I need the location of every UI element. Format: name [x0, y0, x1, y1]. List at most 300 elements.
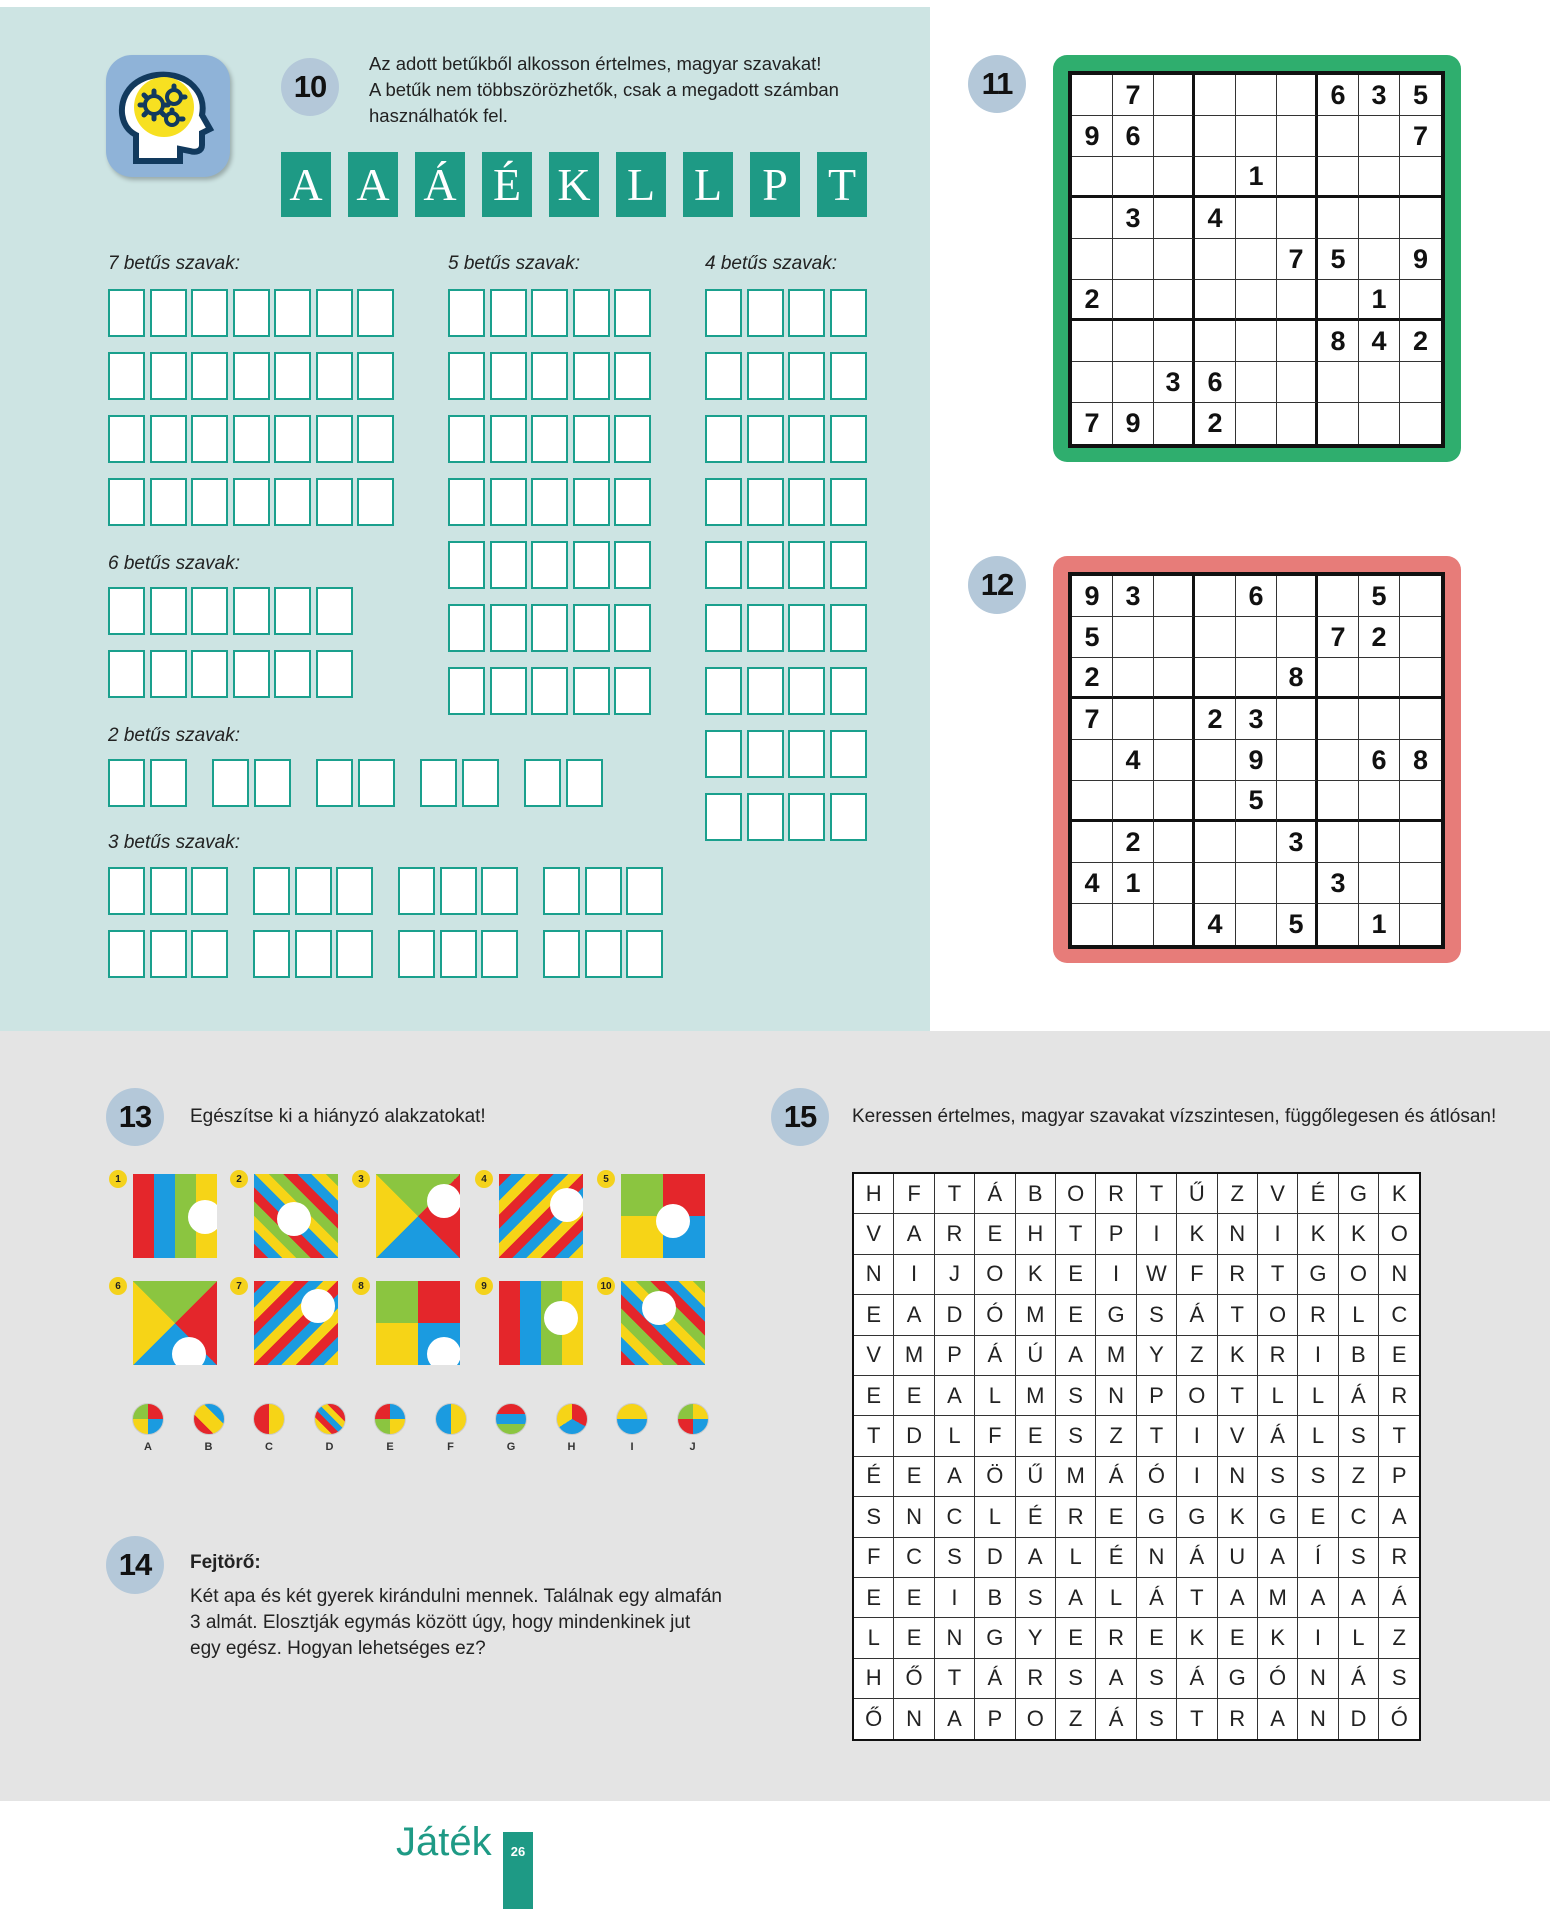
sudoku-cell[interactable] — [1359, 198, 1400, 239]
answer-box[interactable] — [788, 604, 825, 652]
answer-option[interactable] — [495, 1403, 527, 1435]
answer-box[interactable] — [705, 415, 742, 463]
missing-piece-slot[interactable] — [427, 1337, 460, 1365]
word-search-cell[interactable]: G — [1177, 1497, 1217, 1537]
word-search-cell[interactable]: E — [1056, 1295, 1096, 1335]
answer-box[interactable] — [357, 352, 394, 400]
answer-box[interactable] — [150, 587, 187, 635]
word-search-cell[interactable]: E — [1056, 1255, 1096, 1295]
answer-box[interactable] — [573, 478, 610, 526]
answer-box[interactable] — [108, 415, 145, 463]
word-search-cell[interactable]: E — [854, 1376, 894, 1416]
answer-box[interactable] — [274, 587, 311, 635]
answer-box[interactable] — [448, 478, 485, 526]
answer-box[interactable] — [150, 650, 187, 698]
word-search-cell[interactable]: T — [1177, 1578, 1217, 1618]
answer-box[interactable] — [448, 541, 485, 589]
word-search-cell[interactable]: M — [1016, 1295, 1056, 1335]
word-search-cell[interactable]: Á — [975, 1336, 1015, 1376]
word-search-cell[interactable]: Y — [1016, 1618, 1056, 1658]
word-search-cell[interactable]: G — [975, 1618, 1015, 1658]
sudoku-cell[interactable] — [1154, 403, 1195, 444]
word-search-cell[interactable]: R — [1218, 1699, 1258, 1739]
word-search-cell[interactable]: A — [894, 1214, 934, 1254]
word-search-cell[interactable]: T — [935, 1659, 975, 1699]
sudoku-cell[interactable] — [1195, 75, 1236, 116]
answer-box[interactable] — [543, 930, 580, 978]
word-search-cell[interactable]: L — [1298, 1416, 1338, 1456]
answer-box[interactable] — [788, 352, 825, 400]
answer-option[interactable] — [435, 1403, 467, 1435]
word-search-cell[interactable]: R — [1218, 1255, 1258, 1295]
answer-box[interactable] — [490, 478, 527, 526]
answer-box[interactable] — [747, 667, 784, 715]
word-search-cell[interactable]: T — [1218, 1376, 1258, 1416]
answer-box[interactable] — [747, 541, 784, 589]
answer-box[interactable] — [614, 541, 651, 589]
sudoku-cell[interactable] — [1236, 904, 1277, 945]
word-search-cell[interactable]: I — [1258, 1214, 1298, 1254]
sudoku-cell[interactable] — [1318, 157, 1359, 198]
answer-box[interactable] — [253, 867, 290, 915]
sudoku-cell[interactable] — [1072, 362, 1113, 403]
word-search-cell[interactable]: E — [894, 1578, 934, 1618]
sudoku-cell[interactable] — [1113, 157, 1154, 198]
word-search-cell[interactable]: T — [854, 1416, 894, 1456]
answer-option[interactable] — [556, 1403, 588, 1435]
answer-option[interactable] — [132, 1403, 164, 1435]
word-search-cell[interactable]: F — [854, 1538, 894, 1578]
sudoku-cell[interactable] — [1154, 822, 1195, 863]
answer-box[interactable] — [108, 650, 145, 698]
missing-piece-slot[interactable] — [172, 1337, 206, 1365]
word-search-cell[interactable]: G — [1218, 1659, 1258, 1699]
sudoku-cell[interactable] — [1195, 863, 1236, 904]
sudoku-cell[interactable] — [1400, 658, 1441, 699]
sudoku-cell[interactable] — [1072, 822, 1113, 863]
sudoku-cell[interactable] — [1277, 280, 1318, 321]
sudoku-cell[interactable] — [1113, 362, 1154, 403]
word-search-cell[interactable]: N — [894, 1699, 934, 1739]
sudoku-cell[interactable] — [1195, 658, 1236, 699]
answer-box[interactable] — [357, 415, 394, 463]
missing-piece-slot[interactable] — [642, 1291, 676, 1325]
sudoku-cell[interactable] — [1154, 781, 1195, 822]
sudoku-cell[interactable] — [1277, 863, 1318, 904]
sudoku-cell[interactable] — [1195, 617, 1236, 658]
word-search-cell[interactable]: E — [1218, 1618, 1258, 1658]
answer-box[interactable] — [274, 289, 311, 337]
word-search-cell[interactable]: Ó — [1137, 1457, 1177, 1497]
sudoku-cell[interactable] — [1236, 617, 1277, 658]
sudoku-cell[interactable] — [1359, 239, 1400, 280]
answer-box[interactable] — [705, 793, 742, 841]
sudoku-cell[interactable] — [1277, 699, 1318, 740]
answer-box[interactable] — [566, 759, 603, 807]
answer-box[interactable] — [573, 352, 610, 400]
word-search-cell[interactable]: K — [1016, 1255, 1056, 1295]
sudoku-cell[interactable] — [1400, 280, 1441, 321]
word-search-cell[interactable]: S — [1016, 1578, 1056, 1618]
sudoku-cell[interactable] — [1236, 239, 1277, 280]
word-search-cell[interactable]: Ö — [975, 1457, 1015, 1497]
answer-box[interactable] — [747, 793, 784, 841]
answer-option[interactable] — [374, 1403, 406, 1435]
word-search-cell[interactable]: G — [1096, 1295, 1136, 1335]
word-search-cell[interactable]: C — [1339, 1497, 1379, 1537]
word-search-cell[interactable]: O — [1056, 1174, 1096, 1214]
word-search-cell[interactable]: S — [1056, 1659, 1096, 1699]
sudoku-cell[interactable] — [1318, 362, 1359, 403]
answer-box[interactable] — [191, 930, 228, 978]
sudoku-cell[interactable] — [1400, 699, 1441, 740]
word-search-cell[interactable]: S — [1056, 1416, 1096, 1456]
answer-box[interactable] — [448, 604, 485, 652]
word-search-cell[interactable]: S — [1298, 1457, 1338, 1497]
word-search-cell[interactable]: R — [1056, 1497, 1096, 1537]
word-search-cell[interactable]: K — [1379, 1174, 1419, 1214]
word-search-cell[interactable]: M — [894, 1336, 934, 1376]
word-search-cell[interactable]: I — [1298, 1618, 1338, 1658]
answer-box[interactable] — [747, 289, 784, 337]
word-search-cell[interactable]: Á — [1137, 1578, 1177, 1618]
sudoku-cell[interactable] — [1359, 403, 1400, 444]
word-search-cell[interactable]: H — [854, 1659, 894, 1699]
word-search-cell[interactable]: F — [894, 1174, 934, 1214]
word-search-cell[interactable]: R — [1258, 1336, 1298, 1376]
word-search-cell[interactable]: É — [854, 1457, 894, 1497]
word-search-cell[interactable]: S — [1137, 1295, 1177, 1335]
word-search-cell[interactable]: U — [1218, 1538, 1258, 1578]
word-search-cell[interactable]: E — [1137, 1618, 1177, 1658]
answer-box[interactable] — [108, 930, 145, 978]
word-search-cell[interactable]: T — [1177, 1699, 1217, 1739]
answer-box[interactable] — [830, 667, 867, 715]
answer-box[interactable] — [747, 415, 784, 463]
answer-box[interactable] — [336, 867, 373, 915]
sudoku-cell[interactable] — [1277, 403, 1318, 444]
answer-box[interactable] — [747, 730, 784, 778]
answer-box[interactable] — [490, 352, 527, 400]
answer-box[interactable] — [150, 867, 187, 915]
sudoku-cell[interactable] — [1154, 239, 1195, 280]
answer-box[interactable] — [788, 793, 825, 841]
sudoku-cell[interactable] — [1154, 658, 1195, 699]
word-search-cell[interactable]: E — [854, 1295, 894, 1335]
word-search-cell[interactable]: K — [1218, 1497, 1258, 1537]
answer-box[interactable] — [614, 352, 651, 400]
word-search-cell[interactable]: T — [935, 1174, 975, 1214]
word-search-cell[interactable]: T — [1258, 1255, 1298, 1295]
sudoku-cell[interactable] — [1400, 617, 1441, 658]
word-search-cell[interactable]: R — [1096, 1174, 1136, 1214]
sudoku-cell[interactable] — [1154, 863, 1195, 904]
sudoku-cell[interactable] — [1072, 740, 1113, 781]
sudoku-cell[interactable] — [1195, 280, 1236, 321]
sudoku-cell[interactable] — [1400, 781, 1441, 822]
word-search-cell[interactable]: K — [1298, 1214, 1338, 1254]
word-search-cell[interactable]: Ú — [1016, 1336, 1056, 1376]
sudoku-cell[interactable] — [1195, 740, 1236, 781]
sudoku-cell[interactable] — [1277, 617, 1318, 658]
word-search-cell[interactable]: O — [1177, 1376, 1217, 1416]
missing-piece-slot[interactable] — [188, 1200, 217, 1234]
answer-box[interactable] — [573, 289, 610, 337]
answer-box[interactable] — [490, 289, 527, 337]
word-search-cell[interactable]: K — [1339, 1214, 1379, 1254]
answer-box[interactable] — [830, 604, 867, 652]
sudoku-cell[interactable] — [1195, 157, 1236, 198]
answer-box[interactable] — [191, 587, 228, 635]
answer-box[interactable] — [531, 541, 568, 589]
word-search-cell[interactable]: O — [975, 1255, 1015, 1295]
answer-box[interactable] — [233, 650, 270, 698]
word-search-cell[interactable]: R — [935, 1214, 975, 1254]
word-search-cell[interactable]: N — [1218, 1457, 1258, 1497]
sudoku-cell[interactable] — [1072, 198, 1113, 239]
sudoku-cell[interactable] — [1277, 321, 1318, 362]
missing-piece-slot[interactable] — [301, 1289, 335, 1323]
word-search-cell[interactable]: P — [1379, 1457, 1419, 1497]
answer-box[interactable] — [233, 352, 270, 400]
answer-box[interactable] — [448, 415, 485, 463]
sudoku-cell[interactable] — [1359, 863, 1400, 904]
word-search-cell[interactable]: S — [1258, 1457, 1298, 1497]
sudoku-cell[interactable] — [1113, 617, 1154, 658]
answer-box[interactable] — [788, 289, 825, 337]
answer-box[interactable] — [830, 289, 867, 337]
word-search-cell[interactable]: R — [1096, 1618, 1136, 1658]
sudoku-cell[interactable] — [1318, 699, 1359, 740]
answer-box[interactable] — [316, 289, 353, 337]
word-search-cell[interactable]: H — [1016, 1214, 1056, 1254]
answer-box[interactable] — [150, 930, 187, 978]
word-search-cell[interactable]: D — [935, 1295, 975, 1335]
sudoku-cell[interactable] — [1400, 822, 1441, 863]
word-search-cell[interactable]: L — [1298, 1376, 1338, 1416]
answer-box[interactable] — [573, 604, 610, 652]
answer-box[interactable] — [448, 352, 485, 400]
word-search-cell[interactable]: C — [894, 1538, 934, 1578]
answer-option[interactable] — [314, 1403, 346, 1435]
answer-box[interactable] — [788, 667, 825, 715]
word-search-cell[interactable]: J — [935, 1255, 975, 1295]
sudoku-cell[interactable] — [1195, 781, 1236, 822]
word-search-cell[interactable]: Ó — [1258, 1659, 1298, 1699]
word-search-cell[interactable]: V — [854, 1214, 894, 1254]
word-search-cell[interactable]: I — [1298, 1336, 1338, 1376]
sudoku-cell[interactable] — [1359, 658, 1400, 699]
word-search-cell[interactable]: É — [1298, 1174, 1338, 1214]
answer-box[interactable] — [531, 352, 568, 400]
sudoku-cell[interactable] — [1318, 576, 1359, 617]
sudoku-cell[interactable] — [1359, 781, 1400, 822]
word-search-cell[interactable]: N — [1137, 1538, 1177, 1578]
sudoku-cell[interactable] — [1195, 321, 1236, 362]
word-search-cell[interactable]: É — [1016, 1497, 1056, 1537]
answer-option[interactable] — [193, 1403, 225, 1435]
word-search-cell[interactable]: R — [1016, 1659, 1056, 1699]
missing-piece-slot[interactable] — [277, 1202, 311, 1236]
word-search-cell[interactable]: A — [1258, 1699, 1298, 1739]
word-search-cell[interactable]: Á — [1258, 1416, 1298, 1456]
answer-box[interactable] — [274, 352, 311, 400]
answer-box[interactable] — [614, 667, 651, 715]
word-search-cell[interactable]: O — [1258, 1295, 1298, 1335]
answer-box[interactable] — [253, 930, 290, 978]
sudoku-cell[interactable] — [1236, 198, 1277, 239]
answer-box[interactable] — [233, 478, 270, 526]
answer-box[interactable] — [191, 478, 228, 526]
answer-box[interactable] — [830, 415, 867, 463]
answer-box[interactable] — [490, 667, 527, 715]
word-search-cell[interactable]: A — [1016, 1538, 1056, 1578]
answer-box[interactable] — [398, 930, 435, 978]
word-search-cell[interactable]: N — [1298, 1699, 1338, 1739]
word-search-cell[interactable]: L — [1056, 1538, 1096, 1578]
sudoku-cell[interactable] — [1236, 116, 1277, 157]
answer-box[interactable] — [705, 541, 742, 589]
sudoku-cell[interactable] — [1113, 781, 1154, 822]
word-search-cell[interactable]: N — [1218, 1214, 1258, 1254]
missing-piece-slot[interactable] — [427, 1184, 460, 1218]
answer-box[interactable] — [830, 730, 867, 778]
word-search-cell[interactable]: T — [1056, 1214, 1096, 1254]
word-search-cell[interactable]: E — [1298, 1497, 1338, 1537]
word-search-cell[interactable]: L — [854, 1618, 894, 1658]
sudoku-cell[interactable] — [1154, 740, 1195, 781]
answer-box[interactable] — [614, 478, 651, 526]
answer-box[interactable] — [705, 604, 742, 652]
answer-box[interactable] — [316, 352, 353, 400]
word-search-cell[interactable]: E — [1016, 1416, 1056, 1456]
word-search-cell[interactable]: V — [1258, 1174, 1298, 1214]
answer-box[interactable] — [490, 541, 527, 589]
word-search-cell[interactable]: B — [975, 1578, 1015, 1618]
answer-box[interactable] — [490, 415, 527, 463]
word-search-cell[interactable]: I — [1177, 1457, 1217, 1497]
answer-box[interactable] — [191, 650, 228, 698]
word-search-cell[interactable]: L — [935, 1416, 975, 1456]
word-search-cell[interactable]: F — [1177, 1255, 1217, 1295]
word-search-cell[interactable]: E — [894, 1457, 934, 1497]
answer-box[interactable] — [531, 604, 568, 652]
answer-box[interactable] — [543, 867, 580, 915]
answer-box[interactable] — [747, 352, 784, 400]
word-search-cell[interactable]: P — [975, 1699, 1015, 1739]
sudoku-cell[interactable] — [1154, 699, 1195, 740]
sudoku-cell[interactable] — [1154, 116, 1195, 157]
answer-box[interactable] — [448, 667, 485, 715]
answer-box[interactable] — [316, 650, 353, 698]
word-search-cell[interactable]: Z — [1096, 1416, 1136, 1456]
sudoku-cell[interactable] — [1277, 740, 1318, 781]
sudoku-cell[interactable] — [1113, 239, 1154, 280]
word-search-cell[interactable]: L — [975, 1376, 1015, 1416]
word-search-cell[interactable]: S — [1339, 1538, 1379, 1578]
answer-box[interactable] — [212, 759, 249, 807]
word-search-cell[interactable]: G — [1339, 1174, 1379, 1214]
answer-box[interactable] — [788, 478, 825, 526]
answer-box[interactable] — [481, 930, 518, 978]
sudoku-cell[interactable] — [1154, 617, 1195, 658]
sudoku-cell[interactable] — [1318, 904, 1359, 945]
word-search-cell[interactable]: Á — [1339, 1659, 1379, 1699]
word-search-cell[interactable]: N — [935, 1618, 975, 1658]
word-search-cell[interactable]: Á — [1379, 1578, 1419, 1618]
word-search-cell[interactable]: N — [1096, 1376, 1136, 1416]
word-search-cell[interactable]: L — [1096, 1578, 1136, 1618]
sudoku-cell[interactable] — [1400, 863, 1441, 904]
sudoku-cell[interactable] — [1277, 157, 1318, 198]
word-search-cell[interactable]: G — [1258, 1497, 1298, 1537]
answer-box[interactable] — [108, 352, 145, 400]
sudoku-cell[interactable] — [1400, 403, 1441, 444]
sudoku-cell[interactable] — [1236, 321, 1277, 362]
missing-piece-slot[interactable] — [550, 1188, 583, 1222]
sudoku-cell[interactable] — [1113, 321, 1154, 362]
word-search-cell[interactable]: P — [1096, 1214, 1136, 1254]
sudoku-cell[interactable] — [1359, 362, 1400, 403]
word-search-cell[interactable]: E — [1056, 1618, 1096, 1658]
sudoku-cell[interactable] — [1236, 658, 1277, 699]
sudoku-cell[interactable] — [1359, 157, 1400, 198]
word-search-cell[interactable]: N — [854, 1255, 894, 1295]
sudoku-cell[interactable] — [1195, 576, 1236, 617]
word-search-cell[interactable]: S — [1056, 1376, 1096, 1416]
word-search-cell[interactable]: A — [935, 1699, 975, 1739]
answer-box[interactable] — [705, 289, 742, 337]
sudoku-cell[interactable] — [1072, 239, 1113, 280]
word-search-cell[interactable]: Z — [1379, 1618, 1419, 1658]
answer-box[interactable] — [573, 541, 610, 589]
word-search-cell[interactable]: A — [1096, 1659, 1136, 1699]
answer-box[interactable] — [233, 587, 270, 635]
word-search-cell[interactable]: K — [1177, 1214, 1217, 1254]
word-search-cell[interactable]: A — [1056, 1336, 1096, 1376]
sudoku-cell[interactable] — [1195, 822, 1236, 863]
word-search-cell[interactable]: I — [894, 1255, 934, 1295]
sudoku-cell[interactable] — [1113, 280, 1154, 321]
sudoku-cell[interactable] — [1236, 362, 1277, 403]
word-search-cell[interactable]: D — [1339, 1699, 1379, 1739]
word-search-cell[interactable]: I — [935, 1578, 975, 1618]
sudoku-cell[interactable] — [1318, 280, 1359, 321]
answer-box[interactable] — [573, 415, 610, 463]
word-search-cell[interactable]: S — [1379, 1659, 1419, 1699]
word-search-cell[interactable]: K — [1258, 1618, 1298, 1658]
word-search-cell[interactable]: A — [1258, 1538, 1298, 1578]
sudoku-cell[interactable] — [1277, 198, 1318, 239]
answer-box[interactable] — [747, 604, 784, 652]
answer-box[interactable] — [614, 604, 651, 652]
answer-box[interactable] — [531, 289, 568, 337]
word-search-cell[interactable]: H — [854, 1174, 894, 1214]
word-search-cell[interactable]: K — [1218, 1336, 1258, 1376]
answer-box[interactable] — [254, 759, 291, 807]
sudoku-cell[interactable] — [1113, 904, 1154, 945]
word-search-cell[interactable]: Ó — [975, 1295, 1015, 1335]
answer-box[interactable] — [531, 415, 568, 463]
answer-box[interactable] — [295, 867, 332, 915]
answer-box[interactable] — [150, 289, 187, 337]
word-search-cell[interactable]: Á — [1096, 1457, 1136, 1497]
word-search-cell[interactable]: L — [1258, 1376, 1298, 1416]
sudoku-cell[interactable] — [1236, 863, 1277, 904]
sudoku-cell[interactable] — [1277, 781, 1318, 822]
answer-box[interactable] — [788, 541, 825, 589]
word-search-cell[interactable]: M — [1096, 1336, 1136, 1376]
